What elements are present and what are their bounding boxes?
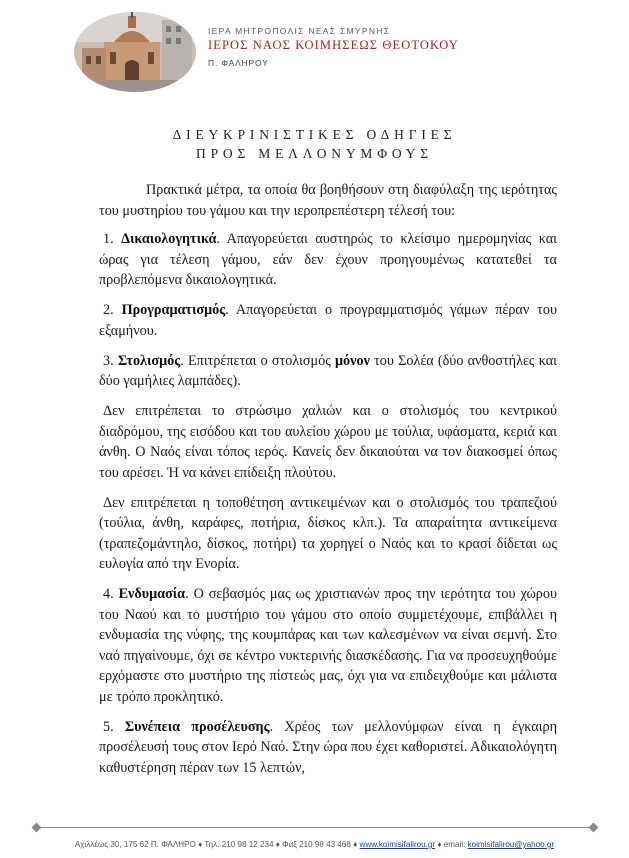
item-heading: Στολισμός bbox=[117, 352, 181, 369]
footer-separator: ♦ bbox=[275, 840, 280, 849]
footer-separator: ♦ bbox=[353, 840, 358, 849]
church-name: ΙΕΡΟΣ ΝΑΟΣ ΚΟΙΜΗΣΕΩΣ ΘΕΟΤΟΚΟΥ bbox=[208, 38, 459, 52]
footer-address: Αχιλλέως 30, 175 62 Π. ΦΑΛΗΡΟ bbox=[74, 840, 196, 849]
footer-separator: ♦ bbox=[198, 840, 203, 849]
item-text: . Απαγορεύεται αυστηρώς το κλείσιμο ημερομηνίας και ώρας για τέλεση γάμου, εάν δεν έχουν προηγουμένως κατατεθεί τα προβλεπόμενα δικαιολογητικά. bbox=[99, 231, 557, 288]
church-photo bbox=[74, 12, 196, 92]
footer-rule bbox=[36, 827, 594, 828]
letterhead-text bbox=[208, 26, 538, 68]
title-line-2: ΠΡΟΣ ΜΕΛΛΟΝΥΜΦΟΥΣ bbox=[196, 146, 433, 161]
item-heading: Προγραματισμός bbox=[121, 302, 226, 318]
item-number: 4. bbox=[103, 586, 114, 602]
footer-email-link[interactable]: koimisifalirou@yahoo.gr bbox=[467, 840, 555, 849]
item-heading: Δικαιολογητικά bbox=[121, 231, 217, 247]
list-item-decoration bbox=[99, 351, 557, 392]
footer-website-link[interactable]: www.koimisifalirou.gr bbox=[359, 840, 436, 849]
item-text: . Επιτρέπεται ο στολισμός bbox=[180, 352, 335, 369]
item-text: . Απαγορεύεται ο προγραμματισμός γάμων πέραν του εξαμήνου. bbox=[99, 302, 557, 339]
item-text: . Χρέος των μελλονύμφων είναι η έγκαιρη προσέλευσή τους στον Ιερό Ναό. Στην ώρα που έχει καθοριστεί. Αδικαιολόγητη καθυστέρηση πέραν των 15 λεπτών, bbox=[99, 718, 557, 776]
footer-fax: Φαξ 210 98 43 468 bbox=[282, 840, 351, 849]
list-item-punctuality bbox=[99, 717, 557, 779]
item-heading: Συνέπεια προσέλευσης bbox=[124, 718, 270, 735]
body-paragraph: Δεν επιτρέπεται το στρώσιμο χαλιών και ο στολισμός του κεντρικού διαδρόμου, της εισόδου και του αυλείου χώρου με τούλια, υφάσματα, κεριά και άνθη. Ο Ναός είναι τόπος ιερός. Κανείς δεν δικαιούται να τον διακοσμεί όπως του αρέσει. Ή να κάνει επίδειξη πλούτου. bbox=[99, 403, 557, 481]
metropolis-name: ΙΕΡΑ ΜΗΤΡΟΠΟΛΙΣ ΝΕΑΣ ΣΜΥΡΝΗΣ bbox=[208, 26, 391, 36]
item-heading: Ενδυμασία bbox=[118, 586, 186, 602]
document-body bbox=[99, 180, 557, 788]
title-line-1: ΔΙΕΥΚΡΙΝΙΣΤΙΚΕΣ ΟΔΗΓΙΕΣ bbox=[172, 127, 457, 142]
item-number: 2. bbox=[103, 302, 114, 318]
item-number: 3. bbox=[103, 352, 114, 369]
footer-phone: Τηλ. 210 98 12 234 bbox=[204, 840, 274, 849]
item-number: 1. bbox=[103, 231, 114, 247]
footer-contact bbox=[0, 840, 629, 849]
body-paragraph: Δεν επιτρέπεται η τοποθέτηση αντικειμένων και ο στολισμός του τραπεζιού (τούλια, άνθη, καράφες, ποτήρια, δίσκος κλπ.). Τα απαραίτητα αντικείμενα (τραπεζομάντηλο, δίσκος, ποτήρι) τα χορηγεί ο Ναός και το κρασί δίδεται ως ευλογία από την Ενορία. bbox=[99, 494, 557, 572]
list-item-documents bbox=[99, 229, 557, 291]
footer-email-label: email: bbox=[443, 840, 466, 849]
church-location: Π. ΦΑΛΗΡΟΥ bbox=[208, 58, 269, 68]
rule-end-diamond bbox=[589, 823, 599, 833]
intro-paragraph: Πρακτικά μέτρα, τα οποία θα βοηθήσουν στη διαφύλαξη της ιερότητας του μυστηρίου του γάμου και την ιεροπρεπέστερη τέλεσή του: bbox=[99, 182, 557, 219]
item-text: του Σολέα (δύο ανθοστήλες και δύο γαμήλιες λαμπάδες). bbox=[99, 352, 558, 389]
letterhead bbox=[74, 12, 544, 94]
document-title bbox=[0, 125, 629, 163]
footer-separator: ♦ bbox=[437, 840, 442, 849]
item-emphasis: μόνον bbox=[335, 352, 370, 369]
rule-end-diamond bbox=[32, 823, 42, 833]
item-text: . Ο σεβασμός μας ως χριστιανών προς την ιερότητα του χώρου του Ναού και το μυστήριο του γάμου στο οποίο συμμετέχουμε, επιβάλλει η ενδυμασία της νύφης, της κουμπάρας και των καλεσμένων να είναι σεμνή. Στο ναό πηγαίνουμε, όχι σε κέντρο νυκτερινής διασκέδασης. Για να προσευχηθούμε ερχόμαστε στο μυστήριο της πίστεώς μας, όχι για να επιδειχθούμε και μάλιστα με τρόπο προκλητικό. bbox=[99, 586, 557, 705]
item-number: 5. bbox=[103, 718, 114, 735]
list-item-scheduling bbox=[99, 300, 557, 341]
list-item-attire bbox=[99, 584, 557, 707]
